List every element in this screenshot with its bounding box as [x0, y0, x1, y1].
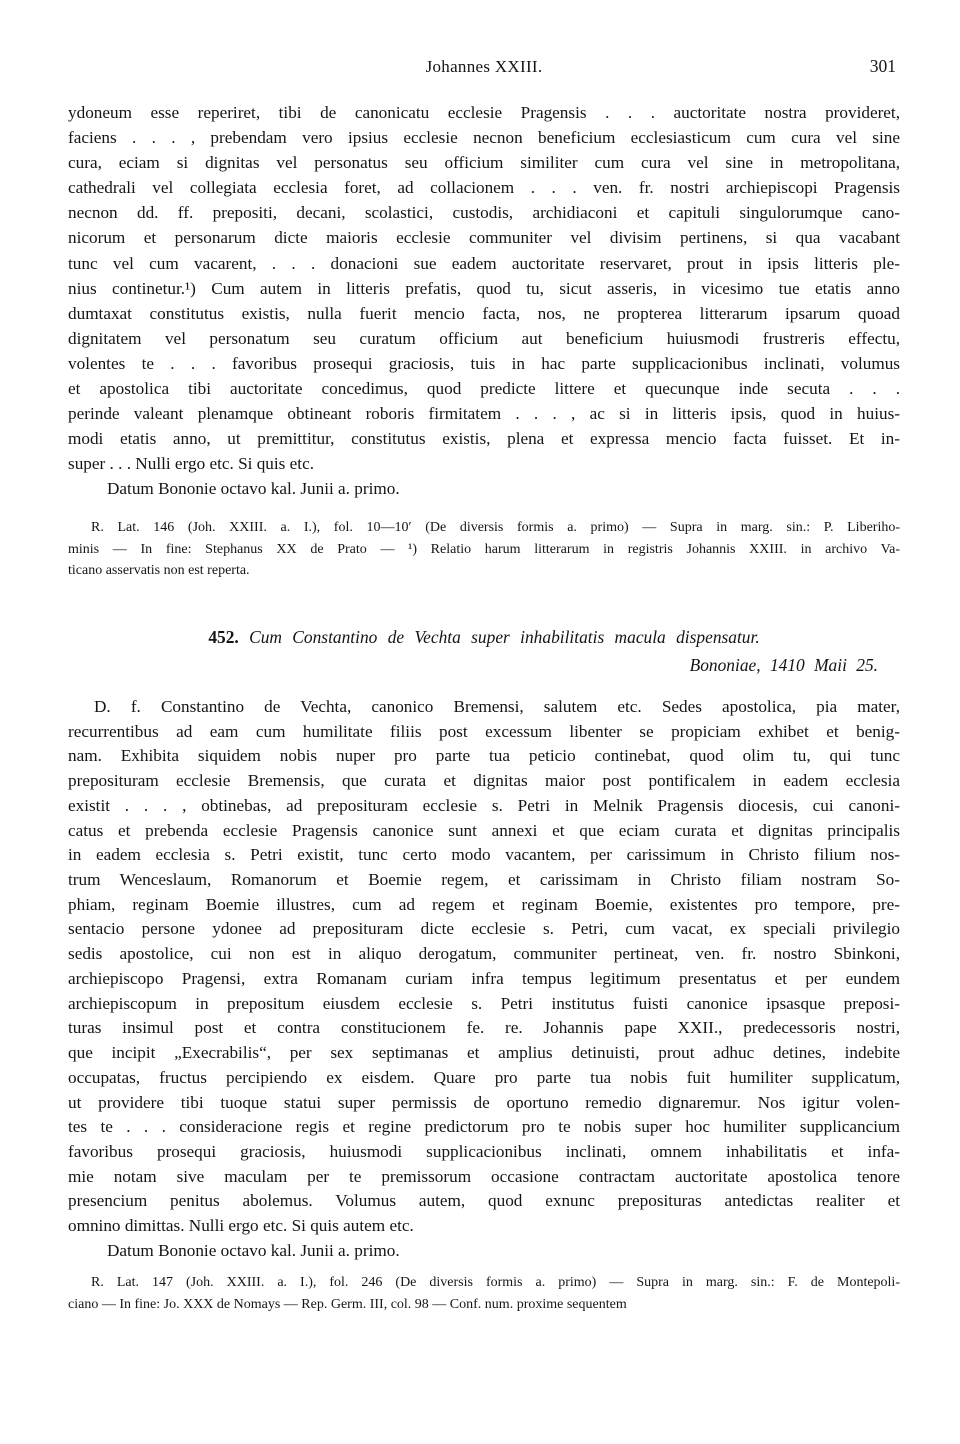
text-line: R. Lat. 146 (Joh. XXIII. a. I.), fol. 10—10′ (De diversis formis a. primo) — Supra in marg. sin.: P. Liberiho- — [91, 520, 900, 535]
entry-451-datum-line: Datum Bononie octavo kal. Junii a. primo. — [107, 479, 400, 499]
text-line: necnon dd. ff. prepositi, decani, scolastici, custodis, archidiaconi et capituli singulorumque cano- — [68, 203, 900, 223]
text-line: dumtaxat constitutus existis, nulla fuerit mencio facta, nos, ne propterea litterarum ipsarum quoad — [68, 303, 900, 323]
entry-452-heading-line — [68, 623, 900, 651]
text-line: tes te . . . consideracione regis et regine predictorum pro te nobis super hoc humiliter supplicancium — [68, 1117, 900, 1137]
text-line: perinde valeant plenamque obtineant roboris firmitatem . . . , ac si in litteris ipsis, quod in huius- — [68, 404, 900, 424]
text-line: super . . . Nulli ergo etc. Si quis etc. — [68, 454, 314, 474]
text-line: D. f. Constantino de Vechta, canonico Bremensi, salutem etc. Sedes apostolica, pia mater, — [94, 697, 900, 716]
text-line: in eadem ecclesia s. Petri existit, tunc certo modo vacantem, per carissimum in Christo filium nos- — [68, 845, 900, 865]
entry-452-dateline: Bononiae, 1410 Maii 25. — [689, 655, 878, 675]
text-line: nam. Exhibita siquidem nobis nuper pro parte tua peticio continebat, quod olim tu, qui tunc — [68, 746, 900, 766]
text-line: presencium penitus abolemus. Volumus autem, quod exnunc preposituras antedictas realiter et — [68, 1191, 900, 1211]
text-line: sedis apostolice, cui non est in aliquo derogatum, communiter pertineat, ven. fr. nostro Sbinkoni, — [68, 944, 900, 964]
entry-451-body-lines — [68, 100, 900, 476]
text-line: existit . . . , obtinebas, ad preposituram ecclesie s. Petri in Melnik Pragensis diocesis, cui canoni- — [68, 795, 900, 815]
text-line: recurrentibus ad eam cum humilitate filiis post excessum libenter se propiciam exhibet et benig- — [68, 721, 900, 741]
text-line: sentacio persone ydonee ad preposituram dicte ecclesie s. Petri, cum vacat, ex speciali privilegio — [68, 919, 900, 939]
page-number: 301 — [869, 56, 896, 76]
text-line: nius continetur.¹) Cum autem in litteris prefatis, quod tu, sicut asseris, in vicesimo tue etatis anno — [68, 278, 900, 298]
running-title: Johannes XXIII. — [425, 57, 543, 76]
entry-451-footnote — [68, 517, 900, 582]
text-line: ciano — In fine: Jo. XXX de Nomays — Rep. Germ. III, col. 98 — Conf. num. proxime sequentem — [68, 1296, 627, 1312]
entry-452-heading — [68, 623, 900, 679]
entry-452-number: 452. — [208, 627, 239, 647]
text-line: omnino dimittas. Nulli ergo etc. Si quis autem etc. — [68, 1216, 414, 1236]
entry-452-footnote — [68, 1272, 900, 1315]
text-line: ut providere tibi tuoque statui super permissis de oportuno remedio dignaremur. Nos igitur volen- — [68, 1092, 900, 1112]
text-line: archiepiscopo Pragensi, extra Romanam curiam infra tempus legitimum presentatus et per eundem — [68, 968, 900, 988]
entry-452-body — [68, 695, 900, 1264]
text-line: phiam, reginam Boemie illustres, cum ad regem et reginam Boemie, existentes pro tempore, pre- — [68, 894, 900, 914]
entry-452-body-lines — [68, 695, 900, 1239]
text-line: turas insimul post et contra constitucionem fe. re. Johannis pape XXII., predecessoris nostri, — [68, 1018, 900, 1038]
text-line: volentes te . . . favoribus prosequi graciosis, tuis in hac parte supplicacionibus inclinati, volumus — [68, 353, 900, 373]
text-line: archiepiscopum in prepositum eiusdem ecclesie s. Petri institutus fuisti canonice ipsasque preposi- — [68, 993, 900, 1013]
text-line: preposituram ecclesie Bremensis, que curata et dignitas maior post pontificalem in eadem ecclesia — [68, 771, 900, 791]
text-line: modi etatis anno, ut premittitur, constitutus existis, plena et expressa mencio facta fuisset. Et in- — [68, 429, 900, 449]
text-line: minis — In fine: Stephanus XX de Prato — ¹) Relatio harum litterarum in registris Johannis XXIII. in archivo Va- — [68, 541, 900, 557]
entry-452-datum-line: Datum Bononie octavo kal. Junii a. primo. — [107, 1240, 400, 1260]
text-line: tunc vel cum vacarent, . . . donacioni sue eadem auctoritate reservaret, prout in ipsis litteris ple- — [68, 253, 900, 273]
text-line: R. Lat. 147 (Joh. XXIII. a. I.), fol. 246 (De diversis formis a. primo) — Supra in marg. sin.: F. de Montepoli- — [91, 1275, 900, 1290]
text-line: nicorum et personarum dicte maioris ecclesie communiter vel divisim pertinens, si qua vacabant — [68, 228, 900, 248]
text-line: cathedrali vel collegiata ecclesia foret, ad collacionem . . . ven. fr. nostri archiepiscopi Pragensis — [68, 178, 900, 198]
text-line: catus et prebenda ecclesie Pragensis canonice sunt annexi et que eciam curata et dignitas principalis — [68, 820, 900, 840]
text-line: trum Wenceslaum, Romanorum et Boemie regem, et carissimam in Christo filiam nostram So- — [68, 870, 900, 890]
text-line: mie notam sive maculam per te premissorum occasione contractam auctoritate apostolica tenore — [68, 1166, 900, 1186]
text-line: ydoneum esse reperiret, tibi de canonicatu ecclesie Pragensis . . . auctoritate nostra provideret, — [68, 103, 900, 122]
entry-452-title: Cum Constantino de Vechta super inhabilitatis macula dispensatur. — [249, 627, 760, 647]
text-line: occupatas, fructus percipiendo ex eisdem. Quare pro parte tua nobis fuit humiliter supplicatum, — [68, 1067, 900, 1087]
text-line: ticano asservatis non est reperta. — [68, 563, 250, 579]
text-line: que incipit „Execrabilis“, per sex septimanas et amplius detinuisti, prout adhuc detines, indebite — [68, 1043, 900, 1063]
entry-451-body — [68, 100, 900, 502]
text-line: dignitatem vel personatum seu curatum officium aut beneficium huiusmodi frustreris effectu, — [68, 328, 900, 348]
text-line: faciens . . . , prebendam vero ipsius ecclesie necnon beneficium ecclesiasticum cum cura vel sine — [68, 128, 900, 148]
text-line: favoribus prosequi graciosis, huiusmodi supplicacionibus inclinati, omnem inhabilitatis et infa- — [68, 1141, 900, 1161]
text-line: cura, eciam si dignitas vel personatus seu officium similiter cum cura vel sine in metropolitana, — [68, 153, 900, 173]
text-line: et apostolica tibi auctoritate concedimus, quod predicte littere et quecunque inde secuta . . . — [68, 379, 900, 399]
